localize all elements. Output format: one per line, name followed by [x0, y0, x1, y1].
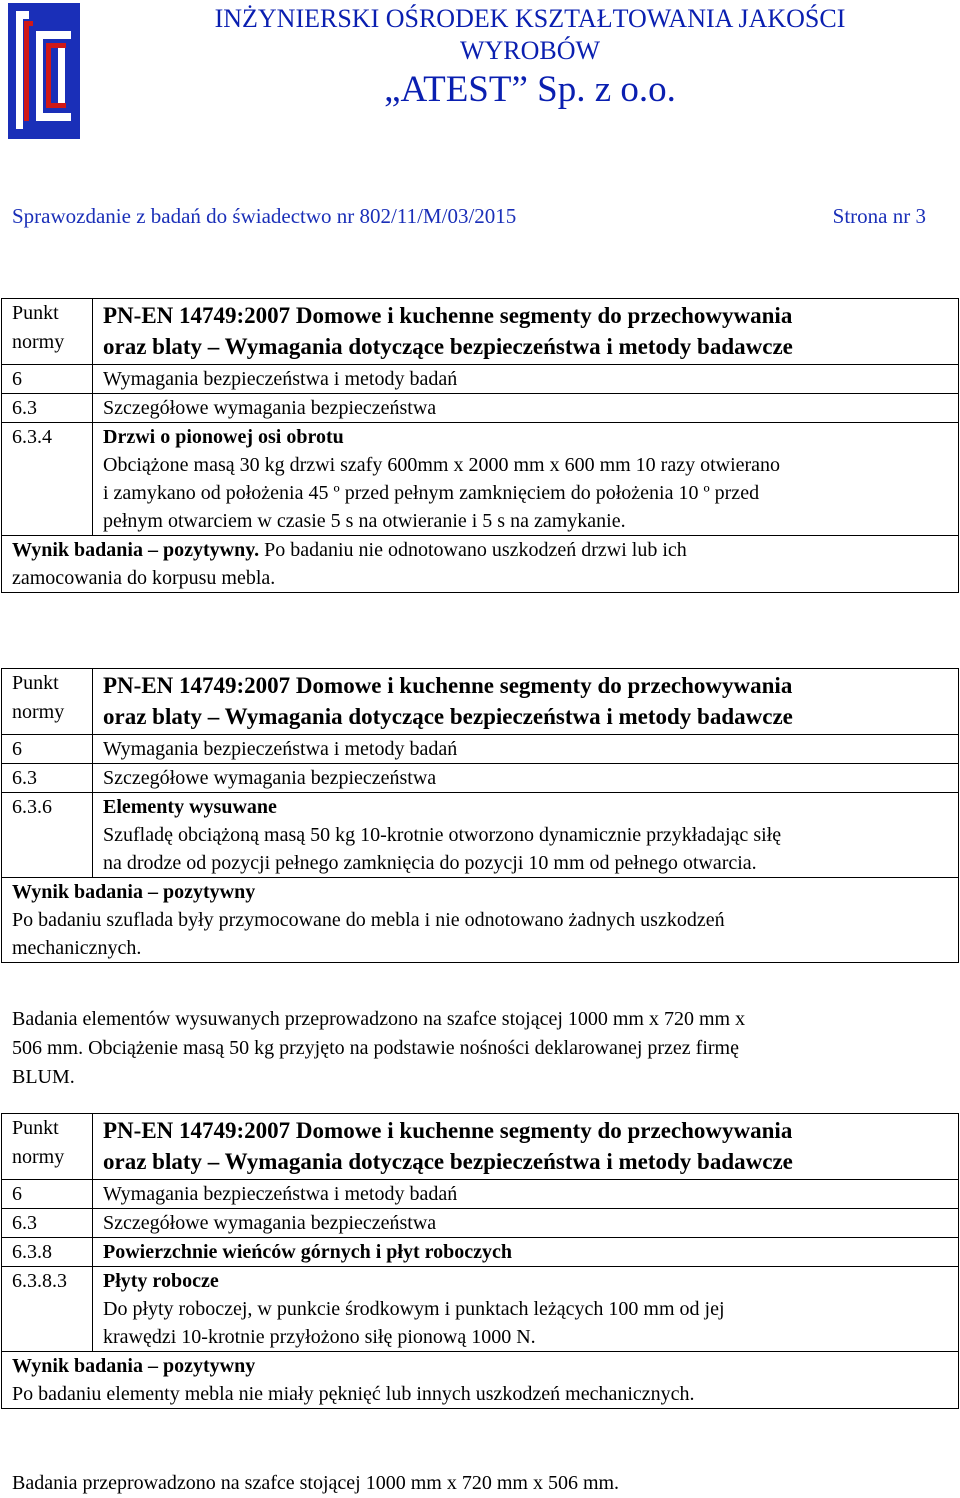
standard-title-cell — [93, 1114, 959, 1180]
page-number: Strona nr 3 — [832, 204, 926, 228]
punkt-label: Punkt — [12, 302, 59, 324]
result-label: Wynik badania – pozytywny — [12, 1355, 256, 1377]
description-line: Do płyty roboczej, w punkcie środkowym i punktach leżących 100 mm od jej — [103, 1298, 725, 1320]
punkt-label: Punkt — [12, 1117, 59, 1139]
result-row — [2, 1352, 959, 1409]
result-cell — [2, 1352, 959, 1409]
atest-logo-icon — [8, 3, 80, 139]
section-title: Szczegółowe wymagania bezpieczeństwa — [93, 394, 959, 423]
note-paragraph-1 — [12, 1005, 942, 1092]
description-line: Szufladę obciążoną masą 50 kg 10-krotnie otworzono dynamicznie przykładając siłę — [103, 824, 782, 846]
result-text: Po badaniu nie odnotowano uszkodzeń drzwi lub ich — [259, 539, 687, 561]
description-line: Obciążone masą 30 kg drzwi szafy 600mm x 2000 mm x 600 mm 10 razy otwierano — [103, 454, 781, 476]
punkt-normy-cell — [2, 669, 93, 735]
result-cell — [2, 878, 959, 963]
result-text: zamocowania do korpusu mebla. — [12, 567, 276, 589]
note-line: 506 mm. Obciążenie masą 50 kg przyjęto na podstawie nośności deklarowanej przez firmę — [12, 1037, 739, 1059]
section-number: 6.3.6 — [2, 793, 93, 878]
standard-title-line2: oraz blaty – Wymagania dotyczące bezpieczeństwa i metody badawcze — [103, 1149, 793, 1174]
section-title: Szczegółowe wymagania bezpieczeństwa — [93, 764, 959, 793]
section-number: 6 — [2, 735, 93, 764]
section-title: Wymagania bezpieczeństwa i metody badań — [93, 735, 959, 764]
description-line: krawędzi 10-krotnie przyłożono siłę pionową 1000 N. — [103, 1326, 536, 1348]
section-title: Drzwi o pionowej osi obrotu — [103, 426, 344, 448]
table-header-row — [2, 299, 959, 365]
report-number: Sprawozdanie z badań do świadectwo nr 802/11/M/03/2015 — [12, 204, 517, 228]
note-paragraph-2 — [12, 1469, 942, 1498]
note-line: BLUM. — [12, 1066, 75, 1088]
section-number: 6.3 — [2, 1209, 93, 1238]
table-row — [2, 365, 959, 394]
punkt-normy-cell — [2, 1114, 93, 1180]
table-row — [2, 1180, 959, 1209]
section-title: Szczegółowe wymagania bezpieczeństwa — [93, 1209, 959, 1238]
table-header-row — [2, 669, 959, 735]
result-label: Wynik badania – pozytywny. — [12, 539, 260, 561]
standard-title-line1: PN-EN 14749:2007 Domowe i kuchenne segmenty do przechowywania — [103, 1118, 793, 1143]
section-content — [93, 1267, 959, 1352]
section-title: Wymagania bezpieczeństwa i metody badań — [93, 365, 959, 394]
table-row — [2, 1209, 959, 1238]
section-number: 6.3.8.3 — [2, 1267, 93, 1352]
standard-title-line2: oraz blaty – Wymagania dotyczące bezpieczeństwa i metody badawcze — [103, 334, 793, 359]
punkt-label: Punkt — [12, 672, 59, 694]
result-row — [2, 536, 959, 593]
description-line: pełnym otwarciem w czasie 5 s na otwieranie i 5 s na zamykanie. — [103, 510, 626, 532]
section-title: Wymagania bezpieczeństwa i metody badań — [93, 1180, 959, 1209]
punkt-normy-cell — [2, 299, 93, 365]
normy-label: normy — [12, 1146, 65, 1168]
result-label: Wynik badania – pozytywny — [12, 881, 256, 903]
table-row — [2, 423, 959, 536]
result-cell — [2, 536, 959, 593]
test-table-3 — [1, 1113, 959, 1409]
result-text: Po badaniu elementy mebla nie miały pęknięć lub innych uszkodzeń mechanicznych. — [12, 1383, 695, 1405]
result-text: Po badaniu szuflada były przymocowane do mebla i nie odnotowano żadnych uszkodzeń — [12, 909, 725, 931]
company-logo — [8, 3, 80, 139]
standard-title-line1: PN-EN 14749:2007 Domowe i kuchenne segmenty do przechowywania — [103, 673, 793, 698]
standard-title-cell — [93, 669, 959, 735]
section-title: Elementy wysuwane — [103, 796, 277, 818]
note-line: Badania elementów wysuwanych przeprowadzono na szafce stojącej 1000 mm x 720 mm x — [12, 1008, 746, 1030]
section-number: 6.3.4 — [2, 423, 93, 536]
report-reference — [12, 203, 926, 229]
table-header-row — [2, 1114, 959, 1180]
table-row — [2, 1267, 959, 1352]
result-text: mechanicznych. — [12, 937, 142, 959]
description-line: i zamykano od położenia 45 º przed pełnym zamknięciem do położenia 10 º przed — [103, 482, 760, 504]
table-row — [2, 735, 959, 764]
section-title: Płyty robocze — [103, 1270, 219, 1292]
normy-label: normy — [12, 331, 65, 353]
section-title: Powierzchnie wieńców górnych i płyt roboczych — [93, 1238, 959, 1267]
section-number: 6 — [2, 365, 93, 394]
standard-title-cell — [93, 299, 959, 365]
table-row — [2, 394, 959, 423]
standard-title-line2: oraz blaty – Wymagania dotyczące bezpieczeństwa i metody badawcze — [103, 704, 793, 729]
test-table-1 — [1, 298, 959, 593]
standard-title-line1: PN-EN 14749:2007 Domowe i kuchenne segmenty do przechowywania — [103, 303, 793, 328]
description-line: na drodze od pozycji pełnego zamknięcia do pozycji 10 mm od pełnego otwarcia. — [103, 852, 757, 874]
section-content — [93, 423, 959, 536]
section-number: 6 — [2, 1180, 93, 1209]
table-row — [2, 793, 959, 878]
note-line: Badania przeprowadzono na szafce stojącej 1000 mm x 720 mm x 506 mm. — [12, 1472, 620, 1494]
company-name-line3: „ATEST” Sp. z o.o. — [384, 69, 676, 110]
section-number: 6.3 — [2, 764, 93, 793]
company-name-line1: INŻYNIERSKI OŚRODEK KSZTAŁTOWANIA JAKOŚCI — [214, 4, 846, 33]
test-table-2 — [1, 668, 959, 963]
company-name-line2: WYROBÓW — [459, 36, 601, 65]
table-row — [2, 764, 959, 793]
section-number: 6.3.8 — [2, 1238, 93, 1267]
result-row — [2, 878, 959, 963]
section-content — [93, 793, 959, 878]
section-number: 6.3 — [2, 394, 93, 423]
normy-label: normy — [12, 701, 65, 723]
table-row — [2, 1238, 959, 1267]
